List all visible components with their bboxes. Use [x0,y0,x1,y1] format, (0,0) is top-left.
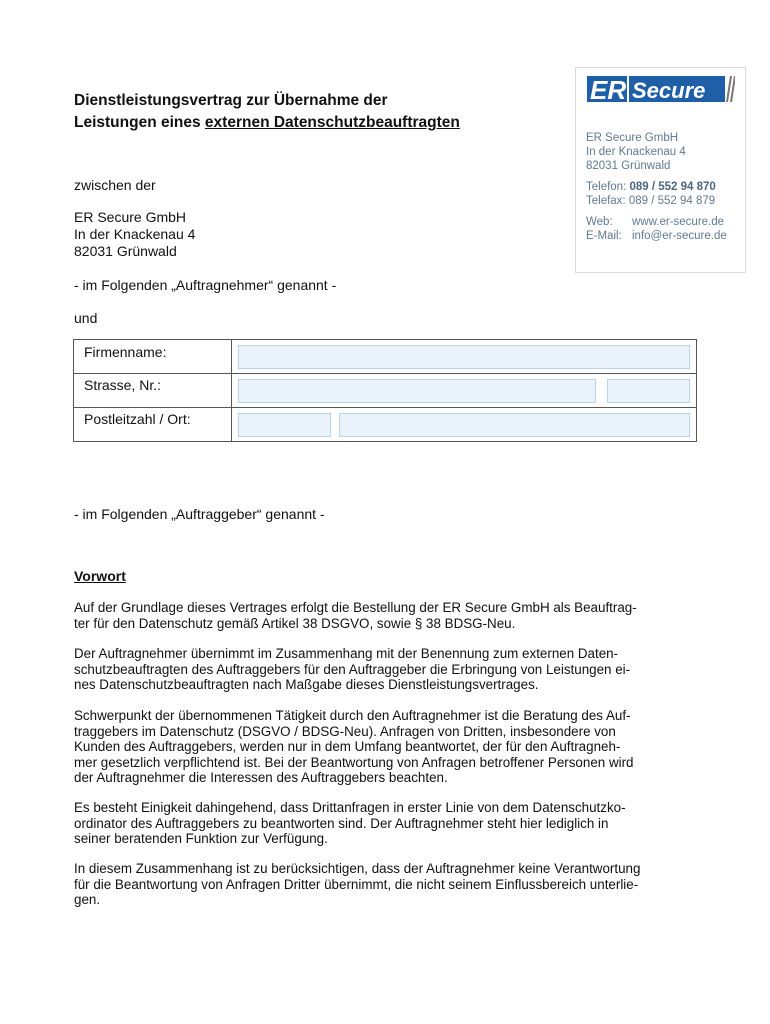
company-name: ER Secure GmbH [586,132,679,144]
company-fax: Telefax: 089 / 552 94 879 [586,195,716,207]
company-name-label: Firmenname: [84,344,167,360]
preface-paragraph-3: Schwerpunkt der übernommenen Tätigkeit durch den Auftragnehmer ist die Beratung des Auf- traggebers im Datenschutz (DSGVO / BDSG-Neu). Anfragen von Dritten, insbesondere von Kunden des Auftraggebers, werden nur in dem Umfang beantwortet, der für den Auftragneh- mer gesetzlich verpflichtend ist. Bei der Beantwortung von Anfragen betroffener Personen wird der Auftragnehmer die Interessen des Auftraggebers beachten. [74,708,634,785]
logo-er-text: ER [590,75,627,105]
company-contact [586,131,746,243]
house-number-input[interactable] [607,379,690,403]
city-input[interactable] [339,413,690,437]
company-name-input[interactable] [238,345,690,369]
logo-secure-text: Secure [632,78,706,103]
between-text: zwischen der [74,177,156,193]
street-label: Strasse, Nr.: [84,377,162,393]
client-role: - im Folgenden „Auftraggeber“ genannt - [74,506,325,522]
title-line-2: Leistungen eines externen Datenschutzbeauftragten [74,114,460,131]
title-line-1: Dienstleistungsvertrag zur Übernahme der [74,92,388,109]
company-city: 82031 Grünwald [586,160,671,172]
company-street: In der Knackenau 4 [586,146,686,158]
preface-paragraph-1: Auf der Grundlage dieses Vertrages erfolgt die Bestellung der ER Secure GmbH als Beauftrag- ter für den Datenschutz gemäß Artikel 38 DSGVO, sowie § 38 BDSG-Neu. [74,600,637,631]
company-web[interactable]: Web: www.er-secure.de [586,216,725,228]
preface-heading: Vorwort [74,568,126,584]
contractor-city: 82031 Grünwald [74,243,177,259]
company-phone: Telefon: 089 / 552 94 870 [586,181,716,193]
preface-paragraph-4: Es besteht Einigkeit dahingehend, dass Drittanfragen in erster Linie von dem Datenschutzko- ordinator des Auftraggebers zu beantworten sind. Der Auftragnehmer steht hier lediglich in seiner beratenden Funktion zur Verfügung. [74,800,626,846]
client-form [73,339,697,442]
company-info-box [575,67,746,273]
company-email[interactable]: E-Mail: info@er-secure.de [586,230,727,242]
and-text: und [74,310,98,326]
street-input[interactable] [238,379,596,403]
preface-paragraph-2: Der Auftragnehmer übernimmt im Zusammenhang mit der Benennung zum externen Daten- schutzbeauftragten des Auftraggebers für den Auftraggeber die Erbringung von Leistungen ei- nes Datenschutzbeauftragten nach Maßgabe dieses Dienstleistungsvertrages. [74,646,631,692]
preface-paragraph-5: In diesem Zusammenhang ist zu berücksichtigen, dass der Auftragnehmer keine Verantwortung für die Beantwortung von Anfragen Dritter übernimmt, die nicht seinem Einflussbereich unterlie- gen. [74,861,641,907]
contractor-street: In der Knackenau 4 [74,226,196,242]
contractor-name: ER Secure GmbH [74,209,187,225]
zip-city-label: Postleitzahl / Ort: [84,411,191,427]
contractor-role: - im Folgenden „Auftragnehmer“ genannt - [74,277,337,293]
document-title [74,90,554,134]
er-secure-logo [587,72,735,106]
zip-input[interactable] [238,413,331,437]
